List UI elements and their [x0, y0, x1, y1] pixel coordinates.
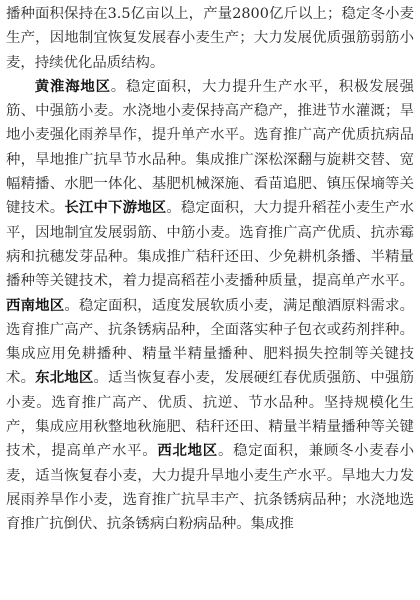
- region-heading-huanghuaihai: 黄淮海地区: [34, 78, 111, 95]
- paragraph-text: 。稳定面积，兼顾冬小麦春小麦，适当恢复春小麦，大力提升旱地小麦生产水平。旱地大力发展雨养旱作小麦，选育推广抗旱丰产、抗条锈病品种；水浇地选育推广抗倒伏、抗条锈病白粉病品种。集成推: [6, 443, 414, 533]
- region-heading-xinan: 西南地区: [6, 297, 65, 314]
- paragraph-text: 。适当恢复春小麦，发展硬红春优质强筋、中强筋小麦。选育推广高产、优质、抗逆、节水品种。坚持规模化生产，集成应用秋整地秋施肥、秸秆还田、精量半精量播种等关键技术，提高单产水平。: [6, 370, 414, 460]
- paragraph-text: 。稳定面积，大力提升稻茬小麦生产水平，因地制宜发展弱筋、中筋小麦。选育推广高产优质、抗赤霉病和抗穗发芽品种。集成推广秸秆还田、少免耕机条播、半精量播种等关键技术，着力提高稻茬小麦播种质量，提高单产水平。: [6, 200, 414, 290]
- paragraph-text: 。稳定面积，大力提升生产水平，积极发展强筋、中强筋小麦。水浇地小麦保持高产稳产，推进节水灌溉；旱地小麦强化雨养旱作，提升单产水平。选育推广高产优质抗病品种，旱地推广抗旱节水品种。集成推广深松深翻与旋耕交替、宽幅精播、水肥一体化、基肥机械深施、看苗追肥、镇压保墒等关键技术。: [6, 78, 414, 217]
- paragraph-text: 。稳定面积，适度发展软质小麦，满足酿酒原料需求。选育推广高产、抗条锈病品种，全面落实种子包衣或药剂拌种。集成应用免耕播种、精量半精量播种、肥料损失控制等关键技术。: [6, 297, 414, 387]
- paragraph-text: 播种面积保持在3.5亿亩以上，产量2800亿斤以上；稳定冬小麦生产，因地制宜恢复发展春小麦生产；大力发展优质强筋弱筋小麦，持续优化品质结构。: [6, 6, 414, 71]
- paragraph-summary: [6, 2, 414, 75]
- region-heading-changjiang: 长江中下游地区: [64, 200, 167, 217]
- region-heading-xibei: 西北地区: [157, 443, 218, 460]
- document-page: [6, 2, 414, 537]
- region-heading-dongbei: 东北地区: [35, 370, 94, 387]
- paragraph-regions: [6, 75, 414, 537]
